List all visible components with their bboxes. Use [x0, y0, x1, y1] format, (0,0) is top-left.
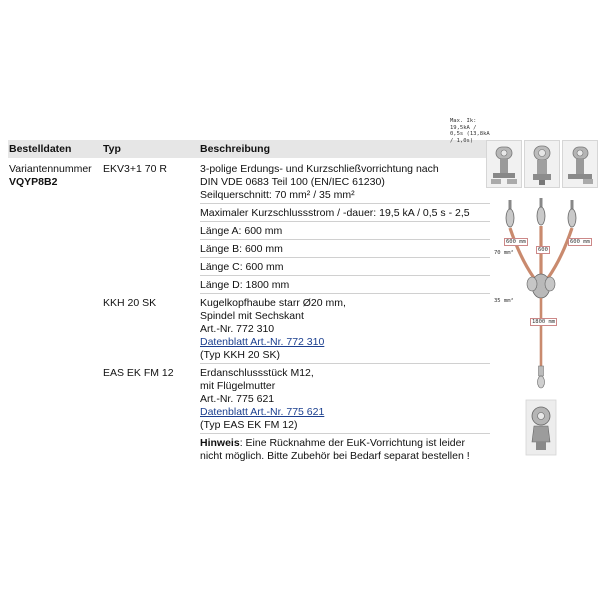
item2-line2: Spindel mit Sechskant: [200, 310, 304, 322]
item3-typ-note: (Typ EAS EK FM 12): [200, 419, 298, 431]
separator: [200, 221, 490, 222]
item3-datasheet-link[interactable]: Datenblatt Art.-Nr. 775 621: [200, 406, 325, 418]
item1-laenge-d: Länge D: 1800 mm: [200, 279, 290, 291]
item3-art: Art.-Nr. 775 621: [200, 393, 275, 405]
item1-desc-line1: 3-polige Erdungs- und Kurzschließvorrichtung nach: [200, 163, 439, 175]
item2-typ: KKH 20 SK: [103, 297, 157, 309]
item1-typ: EKV3+1 70 R: [103, 163, 167, 175]
variant-number: VQYP8B2: [9, 176, 58, 188]
header-beschreibung: Beschreibung: [200, 143, 271, 155]
item1-laenge-b: Länge B: 600 mm: [200, 243, 283, 255]
product-illustration: [480, 138, 598, 468]
dim-a-label: 600 mm: [506, 239, 526, 245]
item2-line1: Kugelkopfhaube starr Ø20 mm,: [200, 297, 346, 309]
earth-clamp-icon: [526, 400, 556, 455]
item3-typ: EAS EK FM 12: [103, 367, 174, 379]
separator: [200, 363, 490, 364]
separator: [200, 433, 490, 434]
item2-typ-note: (Typ KKH 20 SK): [200, 349, 280, 361]
item1-laenge-a: Länge A: 600 mm: [200, 225, 283, 237]
separator: [200, 239, 490, 240]
hinweis-text1: : Eine Rücknahme der EuK-Vorrichtung ist leider: [239, 437, 465, 449]
variant-label: Variantennummer: [9, 163, 92, 175]
max-current-note: Max. Ik: 19,5kA / 0,5s (13,8kA / 1,0s): [450, 118, 490, 144]
item3-line1: Erdanschlussstück M12,: [200, 367, 314, 379]
dim-b-label: 600: [538, 247, 548, 253]
header-bestelldaten: Bestelldaten: [9, 143, 72, 155]
item1-desc-line2: DIN VDE 0683 Teil 100 (EN/IEC 61230): [200, 176, 385, 188]
item2-datasheet-link[interactable]: Datenblatt Art.-Nr. 772 310: [200, 336, 325, 348]
hinweis-line2: nicht möglich. Bitte Zubehör bei Bedarf separat bestellen !: [200, 450, 470, 462]
header-typ: Typ: [103, 143, 121, 155]
dim-c-label: 600 mm: [570, 239, 590, 245]
cross-section-35: 35 mm²: [494, 298, 514, 304]
separator: [200, 275, 490, 276]
hinweis-line1: [200, 437, 465, 450]
item1-laenge-c: Länge C: 600 mm: [200, 261, 284, 273]
separator: [200, 257, 490, 258]
hinweis-label: Hinweis: [200, 437, 240, 449]
separator: [200, 203, 490, 204]
cross-section-70: 70 mm²: [494, 250, 514, 256]
item2-art: Art.-Nr. 772 310: [200, 323, 275, 335]
separator: [200, 293, 490, 294]
item1-desc-line3: Seilquerschnitt: 70 mm² / 35 mm²: [200, 189, 355, 201]
item3-line2: mit Flügelmutter: [200, 380, 276, 392]
item1-strom: Maximaler Kurzschlussstrom / -dauer: 19,5 kA / 0,5 s - 2,5: [200, 207, 470, 219]
dim-d-label: 1800 mm: [532, 319, 556, 325]
